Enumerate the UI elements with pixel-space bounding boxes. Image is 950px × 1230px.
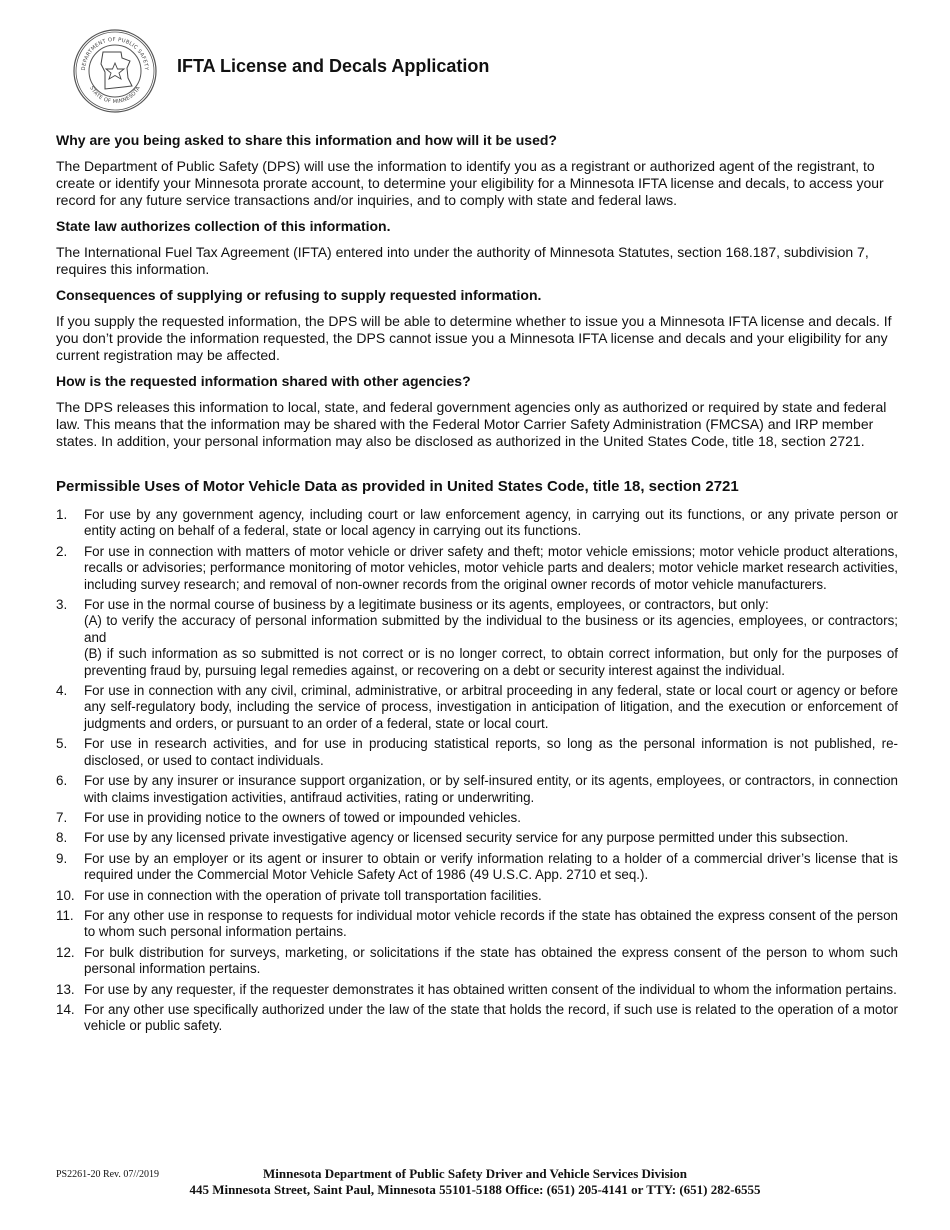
item-number: 10. — [56, 887, 75, 903]
section-body: The International Fuel Tax Agreement (IFTA) entered into under the authority of Minnesota Statutes, section 168.187, subdivision 7, requires this information. — [56, 244, 869, 277]
section-body: If you supply the requested information, the DPS will be able to determine whether to issue you a Minnesota IFTA license and decals. If you don’t provide the information requested, the DPS cannot issue you a Minnesota IFTA license and decals and your eligibility for any current registration may be affected. — [56, 313, 892, 363]
item-text-group — [84, 597, 898, 679]
item-number: 6. — [56, 773, 68, 789]
svg-text:DEPARTMENT OF PUBLIC SAFETY — [81, 37, 149, 71]
item-number: 7. — [56, 809, 68, 825]
item-subclause-a: (A) to verify the accuracy of personal information submitted by the individual to the business or its agencies, employees, or contractors; and — [84, 613, 898, 645]
list-item — [56, 1002, 898, 1035]
item-number: 5. — [56, 736, 68, 752]
item-text: For use in connection with any civil, criminal, administrative, or arbitral proceeding in any federal, state or local court or agency or before any self-regulatory body, including the service of process, investigation in anticipation of litigation, and the execution or enforcement of judgments and orders, or pursuant to an order of a federal, state or local court. — [84, 683, 898, 731]
permissible-uses-heading: Permissible Uses of Motor Vehicle Data as provided in United States Code, title 18, section 2721 — [56, 478, 739, 495]
item-text: For use in research activities, and for use in producing statistical reports, so long as the personal information is not published, re-disclosed, or used to contact individuals. — [84, 736, 898, 768]
item-number: 8. — [56, 830, 68, 846]
section-heading: Consequences of supplying or refusing to supply requested information. — [56, 287, 542, 303]
dps-seal-logo — [72, 28, 158, 114]
item-text: For use in connection with the operation of private toll transportation facilities. — [84, 887, 542, 903]
item-text: For bulk distribution for surveys, marketing, or solicitations if the state has obtained the express consent of the person to whom such personal information pertains. — [84, 944, 898, 977]
section-heading: How is the requested information shared with other agencies? — [56, 373, 471, 389]
list-item — [56, 736, 898, 769]
item-text: For use by any licensed private investigative agency or licensed security service for any purpose permitted under this subsection. — [84, 830, 849, 846]
list-item — [56, 683, 898, 732]
item-text: For any other use in response to requests for individual motor vehicle records if the state has obtained the express consent of the person to whom such personal information pertains. — [84, 907, 898, 940]
section-state-law — [56, 218, 898, 278]
list-item — [56, 851, 898, 884]
permissible-uses-list — [56, 507, 898, 1035]
list-item — [56, 507, 898, 540]
list-item — [56, 597, 898, 679]
item-number: 11. — [56, 907, 74, 923]
seal-bottom-text: STATE OF MINNESOTA — [88, 85, 142, 106]
section-body: The Department of Public Safety (DPS) will use the information to identify you as a registrant or authorized agent of the registrant, to create or identify your Minnesota prorate account, to determine your eligibility for a Minnesota IFTA license and decals, to access your record for any future service transactions and/or inquiries, and to comply with state and federal laws. — [56, 158, 884, 208]
item-number: 3. — [56, 597, 68, 613]
section-body: The DPS releases this information to local, state, and federal government agencies only as authorized or required by state and federal law. This means that the information may be shared with the Federal Motor Carrier Safety Administration (FMCSA) and IRP member states. In addition, your personal information may also be disclosed as authorized in the United States Code, title 18, section 2721. — [56, 399, 887, 449]
seal-top-text: DEPARTMENT OF PUBLIC SAFETY — [80, 36, 150, 71]
item-text: For use by any government agency, including court or law enforcement agency, in carrying out its functions, or any private person or entity acting on behalf of a federal, state or local agency in carrying out its functions. — [84, 507, 898, 539]
item-number: 1. — [56, 507, 68, 522]
item-text: For use in providing notice to the owners of towed or impounded vehicles. — [84, 809, 521, 825]
item-text: For use in the normal course of business by a legitimate business or its agents, employees, or contractors, but only: — [84, 597, 769, 613]
footer-address — [0, 1166, 950, 1198]
item-number: 2. — [56, 543, 68, 559]
list-item — [56, 773, 898, 806]
list-item — [56, 810, 898, 826]
item-number: 9. — [56, 850, 68, 866]
item-number: 12. — [56, 944, 75, 960]
item-text: For any other use specifically authorized under the law of the state that holds the record, if such use is related to the operation of a motor vehicle or public safety. — [84, 1001, 898, 1034]
footer-line-1: Minnesota Department of Public Safety Driver and Vehicle Services Division — [262, 1166, 688, 1181]
section-use-of-information — [56, 132, 898, 209]
section-heading: Why are you being asked to share this information and how will it be used? — [56, 132, 557, 148]
page-title: IFTA License and Decals Application — [177, 56, 490, 76]
item-text: For use by any requester, if the requester demonstrates it has obtained written consent of the individual to whom the information pertains. — [84, 981, 897, 997]
list-item — [56, 945, 898, 978]
list-item — [56, 982, 898, 998]
item-number: 13. — [56, 981, 75, 997]
list-item — [56, 908, 898, 941]
section-consequences — [56, 287, 898, 364]
item-number: 14. — [56, 1001, 75, 1017]
section-heading: State law authorizes collection of this information. — [56, 218, 391, 234]
footer-line-2: 445 Minnesota Street, Saint Paul, Minnesota 55101-5188 Office: (651) 205-4141 or TTY: (651) 282-6555 — [189, 1182, 761, 1197]
item-text: For use by an employer or its agent or insurer to obtain or verify information relating to a holder of a commercial driver’s license that is required under the Commercial Motor Vehicle Safety Act of 1986 (49 U.S.C. App. 2710 et seq.). — [84, 850, 898, 883]
item-subclause-b: (B) if such information as so submitted is not correct or is no longer correct, to obtain correct information, but only for the purposes of preventing fraud by, pursuing legal remedies against, or recovering on a debt or security interest against the individual. — [84, 646, 898, 678]
document-body — [56, 132, 898, 1039]
item-number: 4. — [56, 683, 68, 699]
list-item — [56, 830, 898, 846]
list-item — [56, 544, 898, 593]
list-item — [56, 888, 898, 904]
form-code: PS2261-20 Rev. 07//2019 — [56, 1169, 159, 1180]
section-sharing — [56, 373, 898, 450]
item-text: For use by any insurer or insurance support organization, or by self-insured entity, or its agents, employees, or contractors, in connection with claims investigation activities, antifraud activities, rating or underwriting. — [84, 773, 898, 805]
item-text: For use in connection with matters of motor vehicle or driver safety and theft; motor vehicle emissions; motor vehicle product alterations, recalls or advisories; performance monitoring of motor vehicles, motor vehicle parts and dealers; motor vehicle market research activities, including survey research; and removal of non-owner records from the original owner records of motor vehicle manufacturers. — [84, 543, 898, 592]
